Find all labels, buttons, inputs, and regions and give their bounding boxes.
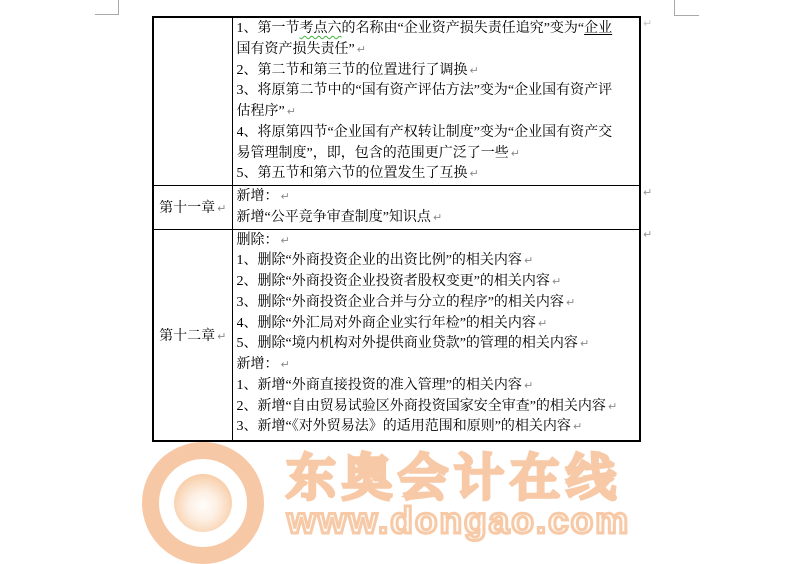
text-segment: 1、第一节 [236, 21, 300, 36]
text-line [237, 102, 638, 123]
paragraph-mark: ↵ [537, 316, 548, 330]
paragraph-mark: ↵ [572, 420, 583, 434]
paragraph-mark: ↵ [565, 295, 576, 309]
text-segment: 国有资产损失责任” [236, 41, 355, 57]
text-line [237, 334, 638, 355]
text-segment: 2、删除“外商投资企业投资者股权变更”的相关内容 [236, 274, 550, 289]
text-segment: 4、删除“外汇局对外商企业实行年检”的相关内容 [236, 315, 536, 331]
text-line [237, 208, 638, 229]
paragraph-mark: ↵ [280, 233, 290, 247]
revision-table [152, 16, 641, 442]
text-line [237, 314, 638, 335]
paragraph-mark: ↵ [607, 399, 618, 413]
paragraph-mark: ↵ [469, 63, 479, 77]
chapter-label-cell [153, 229, 232, 441]
text-line [237, 272, 638, 293]
table-row [153, 229, 640, 441]
logo-ring [159, 459, 247, 547]
underlined-text: 企业 [584, 21, 613, 36]
text-line [237, 251, 638, 272]
text-segment: 5、删除“境内机构对外提供商业贷款”的管理的相关内容 [236, 336, 578, 352]
row-end-mark: ↵ [643, 228, 653, 241]
text-segment: 5、第五节和第六节的位置发生了互换 [236, 166, 468, 182]
text-segment: 3、将原第二节中的“国有资产评估方法”变为“企业国有资产评 [236, 83, 613, 99]
text-line [237, 61, 638, 82]
text-line [237, 231, 638, 252]
text-line [237, 417, 638, 438]
text-segment: 2、新增“自由贸易试验区外商投资国家安全审查”的相关内容 [236, 398, 606, 414]
table-row [153, 186, 640, 230]
table-row [153, 17, 640, 186]
spellcheck-underlined-text: 考点六 [299, 21, 342, 36]
text-segment: 估程序” [236, 104, 285, 119]
text-segment: 1、新增“外商直接投资的准入管理”的相关内容 [236, 377, 522, 393]
paragraph-mark: ↵ [280, 190, 290, 203]
chapter-label-cell [153, 17, 232, 186]
text-segment: 删除： [236, 232, 279, 248]
text-line [237, 397, 638, 418]
text-segment: 2、第二节和第三节的位置进行了调换 [236, 62, 468, 78]
row-end-mark: ↵ [643, 17, 653, 30]
dongao-logo-icon [142, 442, 264, 564]
text-line [237, 293, 638, 314]
text-segment: 的名称由“企业资产损失责任追究”变为“ [341, 21, 585, 36]
revision-content-cell [232, 17, 640, 186]
revision-table-body [153, 17, 640, 441]
text-segment: 易管理制度”，即，包含的范围更广泛了一些 [236, 145, 509, 161]
text-line [237, 355, 638, 376]
paragraph-mark: ↵ [551, 275, 562, 288]
text-boundary-corner-right-icon [674, 0, 699, 16]
text-line [237, 81, 638, 102]
paragraph-mark: ↵ [356, 42, 366, 56]
text-line [237, 123, 638, 144]
text-line [237, 164, 638, 185]
text-segment: 4、将原第四节“企业国有产权转让制度”变为“企业国有资产交 [236, 124, 613, 140]
watermark-title: 东奥会计在线 [286, 450, 622, 506]
text-segment: 1、删除“外商投资企业的出资比例”的相关内容 [236, 253, 522, 269]
text-segment: 3、新增“《对外贸易法》的适用范围和原则”的相关内容 [236, 419, 571, 435]
text-line [237, 144, 638, 165]
paragraph-mark: ↵ [523, 378, 534, 392]
text-line [237, 19, 638, 40]
paragraph-mark: ↵ [432, 210, 443, 224]
paragraph-mark: ↵ [523, 254, 534, 268]
text-segment: 新增： [236, 357, 279, 372]
text-line [237, 187, 638, 208]
row-end-mark: ↵ [643, 186, 653, 199]
chapter-label: 第十二章 [159, 328, 216, 344]
paragraph-mark: ↵ [217, 329, 227, 343]
revision-content-cell [232, 229, 640, 441]
paragraph-mark: ↵ [510, 146, 520, 160]
paragraph-mark: ↵ [579, 337, 590, 351]
chapter-label-cell [153, 186, 232, 230]
text-line [237, 40, 638, 61]
chapter-label: 第十一章 [159, 201, 216, 217]
watermark-url: www.dongao.com [287, 500, 631, 541]
paragraph-mark: ↵ [280, 358, 290, 371]
paragraph-mark: ↵ [286, 105, 296, 118]
text-segment: 新增： [236, 189, 279, 204]
text-segment: 3、删除“外商投资企业合并与分立的程序”的相关内容 [236, 294, 564, 310]
text-boundary-corner-left-icon [95, 0, 119, 15]
paragraph-mark: ↵ [469, 167, 479, 181]
text-segment: 新增“公平竞争审查制度”知识点 [236, 209, 431, 225]
logo-sphere [174, 474, 232, 532]
text-line [237, 376, 638, 397]
paragraph-mark: ↵ [217, 202, 227, 216]
revision-content-cell [232, 186, 640, 230]
